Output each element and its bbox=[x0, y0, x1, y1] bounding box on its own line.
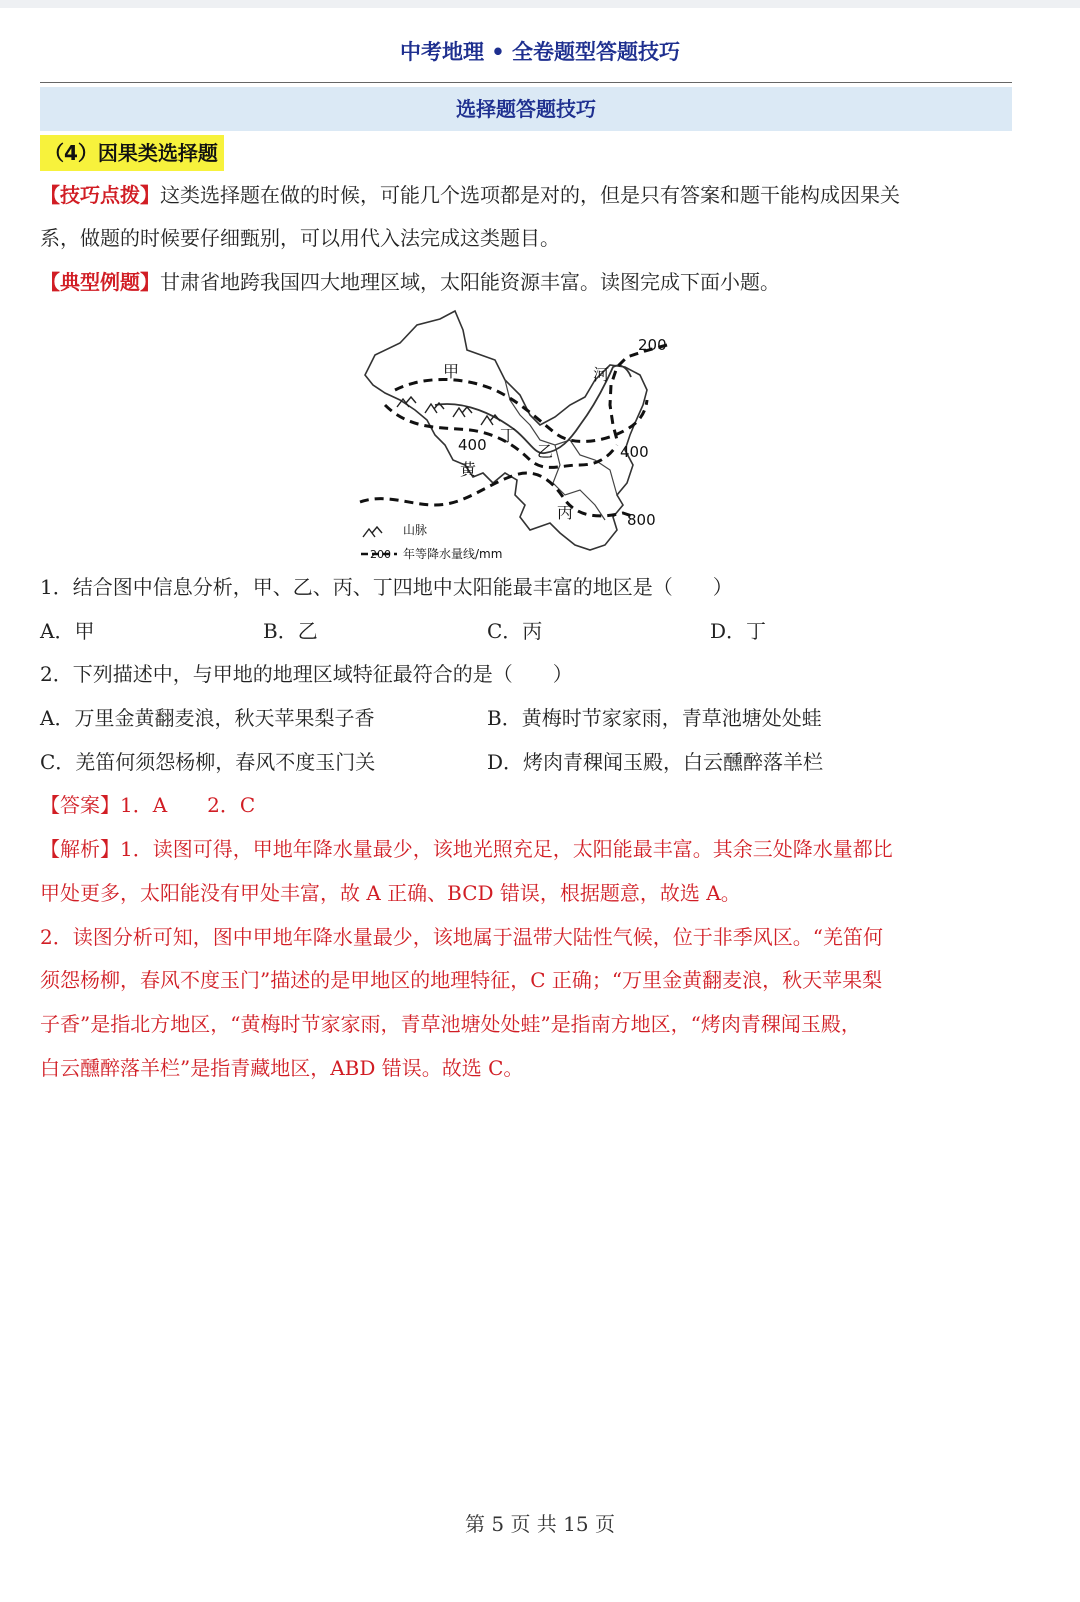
label-400-west: 400 bbox=[458, 436, 487, 454]
tip-paragraph-line-1 bbox=[40, 182, 900, 208]
label-yi: 乙 bbox=[537, 442, 554, 461]
analysis-line-1 bbox=[40, 836, 893, 862]
label-200-isoline: 200 bbox=[638, 336, 667, 354]
example-text: 甘肃省地跨我国四大地理区域，太阳能资源丰富。读图完成下面小题。 bbox=[160, 270, 780, 294]
analysis-text-1: 1．读图可得，甲地年降水量最少，该地光照充足，太阳能最丰富。其余三处降水量都比 bbox=[120, 837, 893, 861]
isoline-200 bbox=[610, 345, 667, 440]
analysis-line-6: 白云醺醉落羊栏”是指青藏地区，ABD 错误。故选 C。 bbox=[40, 1056, 524, 1080]
legend-mountain-label: 山脉 bbox=[403, 523, 428, 537]
question-1-option-d: D．丁 bbox=[710, 619, 767, 643]
map-svg bbox=[355, 305, 675, 567]
label-he: 河 bbox=[593, 365, 610, 384]
question-2-option-c: C．羌笛何须怨杨柳，春风不度玉门关 bbox=[40, 750, 376, 774]
legend-isoline bbox=[361, 546, 502, 561]
question-1-option-c: C．丙 bbox=[487, 619, 543, 643]
answer-line bbox=[40, 792, 255, 818]
question-2-option-d: D．烤肉青稞闻玉殿，白云醺醉落羊栏 bbox=[487, 750, 824, 774]
label-800-isoline: 800 bbox=[627, 511, 656, 529]
answer-tag: 【答案】 bbox=[40, 793, 120, 817]
label-huang: 黄 bbox=[460, 460, 477, 479]
question-1-option-a: A．甲 bbox=[40, 619, 95, 643]
question-1-option-b: B．乙 bbox=[263, 619, 318, 643]
example-tag: 【典型例题】 bbox=[40, 270, 160, 294]
tip-tag: 【技巧点拨】 bbox=[40, 183, 160, 207]
analysis-line-5: 子香”是指北方地区，“黄梅时节家家雨，青草池塘处处蛙”是指南方地区，“烤肉青稞闻玉殿， bbox=[40, 1012, 861, 1036]
answer-text: 1．A 2．C bbox=[120, 793, 256, 817]
label-ding: 丁 bbox=[500, 426, 517, 445]
header-divider bbox=[40, 82, 1012, 83]
analysis-line-3: 2．读图分析可知，图中甲地年降水量最少，该地属于温带大陆性气候，位于非季风区。“羌笛何 bbox=[40, 925, 883, 949]
legend-mountain bbox=[363, 523, 427, 537]
top-strip bbox=[0, 0, 1080, 8]
page-number-footer: 第 5 页 共 15 页 bbox=[465, 1512, 615, 1536]
label-bing: 丙 bbox=[557, 503, 574, 522]
question-2-stem: 2．下列描述中，与甲地的地理区域特征最符合的是（ ） bbox=[40, 662, 573, 686]
legend-isoline-label: 年等降水量线/mm bbox=[403, 547, 503, 561]
document-title: 中考地理 • 全卷题型答题技巧 bbox=[399, 40, 681, 64]
analysis-tag: 【解析】 bbox=[40, 837, 120, 861]
example-line bbox=[40, 269, 780, 295]
analysis-line-2: 甲处更多，太阳能没有甲处丰富，故 A 正确、BCD 错误，根据题意，故选 A。 bbox=[40, 881, 741, 905]
question-2-option-a: A．万里金黄翻麦浪，秋天苹果梨子香 bbox=[40, 706, 375, 730]
question-2-option-b: B．黄梅时节家家雨，青草池塘处处蛙 bbox=[487, 706, 822, 730]
tip-paragraph-line-2: 系，做题的时候要仔细甄别，可以用代入法完成这类题目。 bbox=[40, 226, 560, 250]
question-type-heading: （4）因果类选择题 bbox=[40, 135, 224, 171]
question-1-stem: 1．结合图中信息分析，甲、乙、丙、丁四地中太阳能最丰富的地区是（ ） bbox=[40, 575, 733, 599]
gansu-map-figure bbox=[355, 305, 675, 567]
label-jia: 甲 bbox=[443, 362, 460, 381]
label-400-east: 400 bbox=[620, 443, 649, 461]
section-heading: 选择题答题技巧 bbox=[40, 87, 1012, 131]
tip-text-1: 这类选择题在做的时候，可能几个选项都是对的，但是只有答案和题干能构成因果关 bbox=[160, 183, 900, 207]
legend-isoline-value: 200 bbox=[370, 548, 391, 561]
analysis-line-4: 须怨杨柳，春风不度玉门”描述的是甲地区的地理特征，C 正确；“万里金黄翻麦浪，秋天苹果梨 bbox=[40, 968, 883, 992]
